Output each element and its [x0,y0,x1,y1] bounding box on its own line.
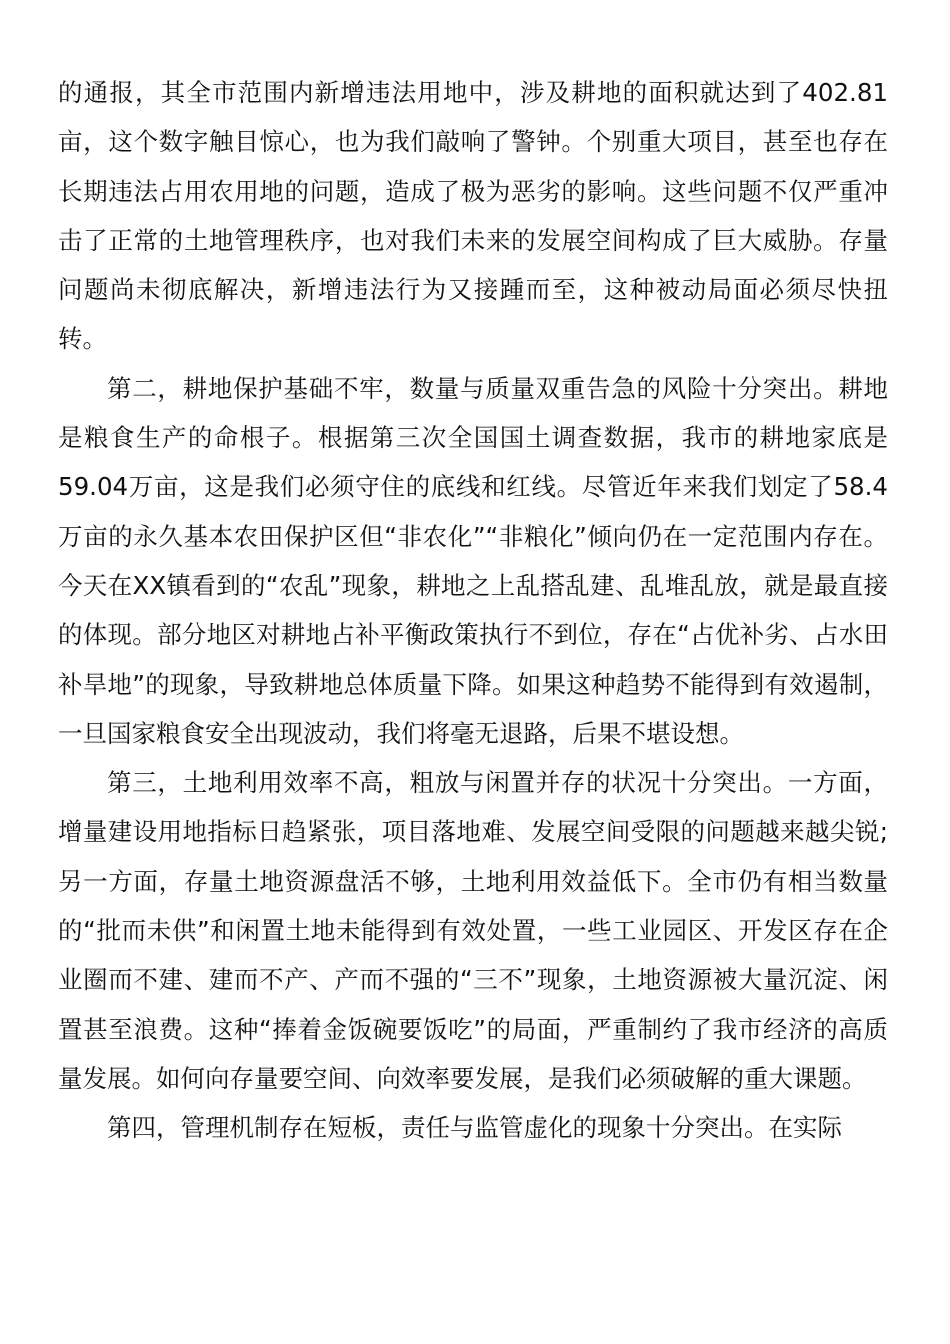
paragraph-fourth-point: 第四，管理机制存在短板，责任与监管虚化的现象十分突出。在实际 [107,1113,842,1143]
paragraph-continuation: 的通报，其全市范围内新增违法用地中，涉及耕地的面积就达到了402.81亩，这个数字触目惊心，也为我们敲响了警钟。个别重大项目，甚至也存在长期违法占用农用地的问题，造成了极为恶劣的影响。这些问题不仅严重冲击了正常的土地管理秩序，也对我们未来的发展空间构成了巨大威胁。存量问题尚未彻底解决，新增违法行为又接踵而至，这种被动局面必须尽快扭转。 [58,78,888,354]
paragraph-second-point: 第二，耕地保护基础不牢，数量与质量双重告急的风险十分突出。耕地是粮食生产的命根子。根据第三次全国国土调查数据，我市的耕地家底是59.04万亩，这是我们必须守住的底线和红线。尽管近年来我们划定了58.4万亩的永久基本农田保护区但“非农化”“非粮化”倾向仍在一定范围内存在。今天在XX镇看到的“农乱”现象，耕地之上乱搭乱建、乱堆乱放，就是最直接的体现。部分地区对耕地占补平衡政策执行不到位，存在“占优补劣、占水田补旱地”的现象，导致耕地总体质量下降。如果这种趋势不能得到有效遏制，一旦国家粮食安全出现波动，我们将毫无退路，后果不堪设想。 [58,373,888,748]
document-body [58,68,888,1153]
paragraph-third-point: 第三，土地利用效率不高，粗放与闲置并存的状况十分突出。一方面，增量建设用地指标日趋紧张，项目落地难、发展空间受限的问题越来越尖锐;另一方面，存量土地资源盘活不够，土地利用效益低下。全市仍有相当数量的“批而未供”和闲置土地未能得到有效处置，一些工业园区、开发区存在企业圈而不建、建而不产、产而不强的“三不”现象，土地资源被大量沉淀、闲置甚至浪费。这种“捧着金饭碗要饭吃”的局面，严重制约了我市经济的高质量发展。如何向存量要空间、向效率要发展，是我们必须破解的重大课题。 [58,768,888,1093]
